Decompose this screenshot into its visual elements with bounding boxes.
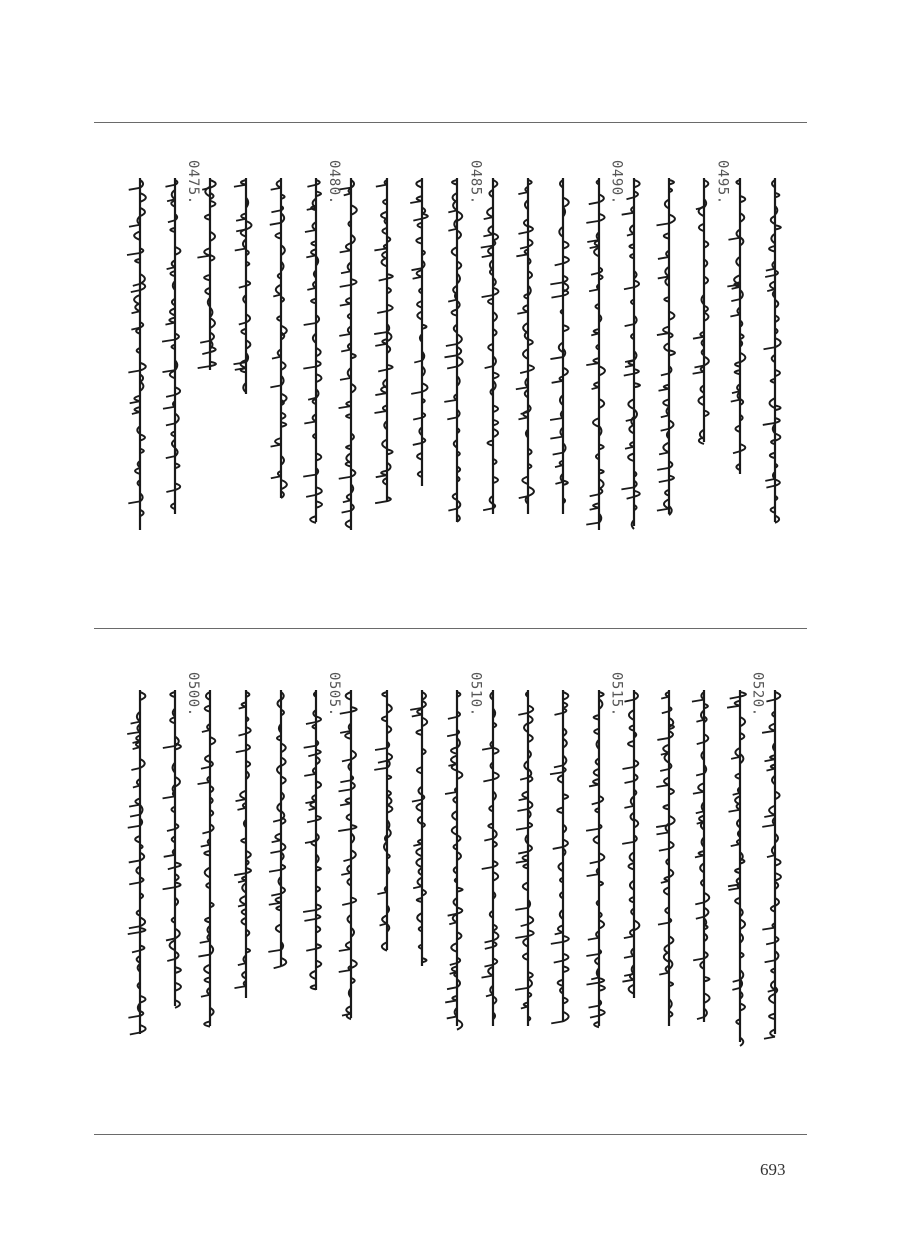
text-column: [549, 690, 581, 1090]
mongolian-script-line: [196, 178, 228, 578]
text-column: [726, 178, 758, 578]
line-number: 0490.: [608, 160, 625, 205]
text-column: [620, 690, 652, 1090]
mongolian-script-line: [373, 690, 405, 1090]
line-number: 0495.: [714, 160, 731, 205]
text-column: [126, 690, 158, 1090]
bottom-rule: [94, 1134, 807, 1135]
mongolian-script-line: [514, 178, 546, 578]
mongolian-script-line: [690, 690, 722, 1090]
line-number: 0480.: [326, 160, 343, 205]
mongolian-script-line: [655, 178, 687, 578]
mongolian-script-line: [161, 690, 193, 1090]
mongolian-script-line: [126, 690, 158, 1090]
text-column: [232, 690, 264, 1090]
mongolian-script-line: [726, 178, 758, 578]
mongolian-script-line: [196, 690, 228, 1090]
line-number: 0475.: [184, 160, 201, 205]
line-number: 0500.: [184, 672, 201, 717]
text-column: [196, 178, 228, 578]
text-column: [161, 672, 201, 1090]
text-column: [479, 690, 511, 1090]
mongolian-script-line: [337, 178, 369, 578]
mongolian-script-line: [267, 178, 299, 578]
mongolian-script-line: [302, 178, 334, 578]
mongolian-script-line: [161, 178, 193, 578]
text-column: [337, 178, 369, 578]
text-column: [620, 178, 652, 578]
mongolian-script-line: [761, 178, 793, 578]
mongolian-script-line: [443, 178, 475, 578]
mongolian-script-line: [337, 690, 369, 1090]
text-column: [514, 690, 546, 1090]
text-column: [302, 672, 343, 1090]
mongolian-script-line: [620, 690, 652, 1090]
text-column: [690, 690, 722, 1090]
mongolian-script-line: [585, 690, 617, 1090]
text-column: [655, 178, 687, 578]
text-column: [267, 178, 299, 578]
line-number: 0485.: [467, 160, 484, 205]
top-rule: [94, 122, 807, 123]
upper-text-block: [94, 160, 807, 578]
text-column: [302, 160, 343, 578]
text-column: [408, 178, 440, 578]
text-column: [690, 160, 731, 578]
text-column: [267, 690, 299, 1090]
text-column: [196, 690, 228, 1090]
mongolian-script-line: [761, 690, 793, 1090]
middle-rule: [94, 628, 807, 629]
mongolian-script-line: [408, 178, 440, 578]
mongolian-script-line: [373, 178, 405, 578]
mongolian-script-line: [479, 178, 511, 578]
text-column: [655, 690, 687, 1090]
text-column: [549, 178, 581, 578]
line-number: 0510.: [467, 672, 484, 717]
text-column: [337, 690, 369, 1090]
mongolian-script-line: [514, 690, 546, 1090]
mongolian-script-line: [549, 690, 581, 1090]
mongolian-script-line: [479, 690, 511, 1090]
mongolian-script-line: [232, 690, 264, 1090]
text-column: [373, 178, 405, 578]
mongolian-script-line: [655, 690, 687, 1090]
text-column: [408, 690, 440, 1090]
text-column: [373, 690, 405, 1090]
text-column: [126, 178, 158, 578]
lower-text-block: [94, 672, 807, 1090]
text-column: [585, 160, 625, 578]
mongolian-script-line: [302, 690, 334, 1090]
text-column: [726, 672, 766, 1090]
mongolian-script-line: [620, 178, 652, 578]
text-column: [161, 160, 201, 578]
mongolian-script-line: [408, 690, 440, 1090]
text-column: [232, 178, 264, 578]
text-column: [514, 178, 546, 578]
mongolian-script-line: [267, 690, 299, 1090]
text-column: [761, 178, 793, 578]
mongolian-script-line: [690, 178, 722, 578]
text-column: [479, 178, 511, 578]
mongolian-script-line: [443, 690, 475, 1090]
mongolian-script-line: [549, 178, 581, 578]
text-column: [585, 672, 625, 1090]
line-number: 0505.: [326, 672, 343, 717]
text-column: [443, 160, 484, 578]
page-number: 693: [760, 1160, 786, 1179]
mongolian-script-line: [126, 178, 158, 578]
mongolian-script-line: [232, 178, 264, 578]
line-number: 0515.: [608, 672, 625, 717]
text-column: [443, 672, 484, 1090]
line-number: 0520.: [749, 672, 766, 717]
mongolian-script-line: [726, 690, 758, 1090]
mongolian-script-line: [585, 178, 617, 578]
text-column: [761, 690, 793, 1090]
